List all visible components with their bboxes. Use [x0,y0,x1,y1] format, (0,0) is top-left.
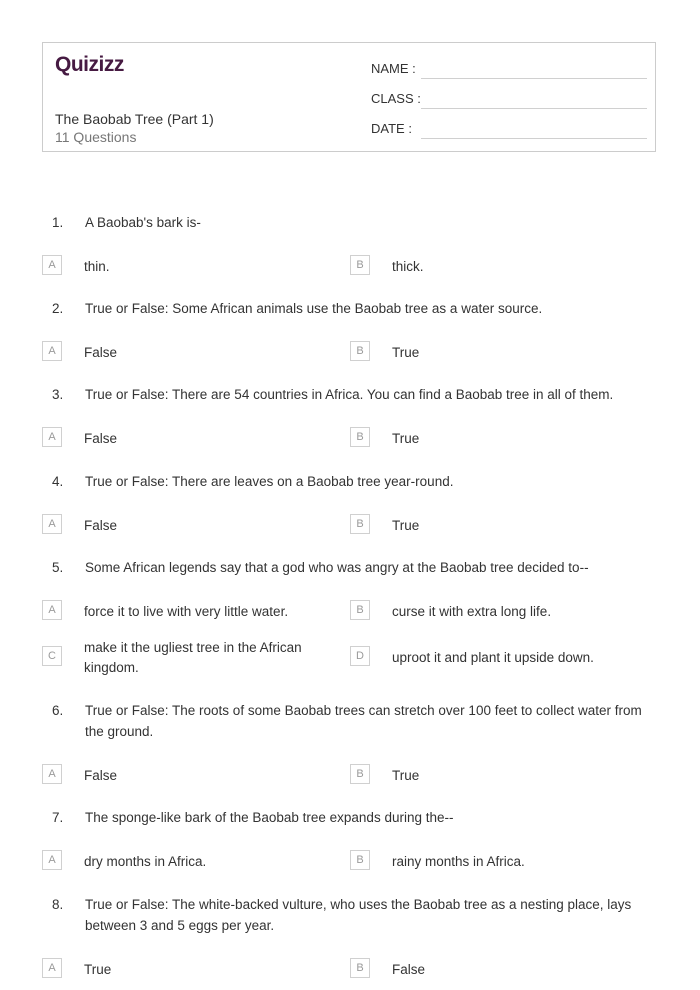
name-line [421,78,647,79]
option-letter-box: C [42,646,62,666]
question-text: A Baobab's bark is- [85,215,201,230]
option-text: thick. [392,259,424,274]
question-number: 4. [52,474,64,489]
option-text: make it the ugliest tree in the African kingdom. [84,640,302,675]
option-letter-box: B [350,514,370,534]
class-field[interactable] [371,89,647,109]
option-text: thin. [84,259,110,274]
option-letter-box: A [42,427,62,447]
option-letter-box: B [350,255,370,275]
name-label: NAME : [371,61,416,76]
option-letter-box: A [42,958,62,978]
class-line [421,108,647,109]
option-letter-box: A [42,341,62,361]
option-text: False [84,345,118,360]
option-text: True [392,431,420,446]
worksheet-header [42,42,656,152]
option-letter-box: B [350,427,370,447]
question-number: 2. [52,301,64,316]
question-text: True or False: The roots of some Baobab trees can stretch over 100 feet to collect water from the ground. [85,703,642,739]
option-letter-box: B [350,341,370,361]
option-text: True [84,962,112,977]
name-field[interactable] [371,59,647,79]
option-text: True [392,518,420,533]
option-text: False [84,431,118,446]
option-letter-box: A [42,255,62,275]
question-text: True or False: The white-backed vulture, who uses the Baobab tree as a nesting place, lays between 3 and 5 eggs per year. [85,897,632,933]
option-letter-box: B [350,764,370,784]
option-letter-box: B [350,850,370,870]
question-number: 6. [52,703,64,718]
question-text: Some African legends say that a god who was angry at the Baobab tree decided to-- [85,560,589,575]
question-text: True or False: Some African animals use the Baobab tree as a water source. [85,301,543,316]
option-letter-box: A [42,514,62,534]
option-letter-box: A [42,850,62,870]
date-field[interactable] [371,119,647,139]
option-text: dry months in Africa. [84,854,207,869]
worksheet-title: The Baobab Tree (Part 1) [55,111,214,127]
question-number: 8. [52,897,64,912]
date-label: DATE : [371,121,412,136]
question-text: The sponge-like bark of the Baobab tree expands during the-- [85,810,454,825]
class-label: CLASS : [371,91,421,106]
date-line [421,138,647,139]
option-text: True [392,345,420,360]
option-text: uproot it and plant it upside down. [392,650,594,665]
question-number: 5. [52,560,64,575]
option-letter-box: B [350,958,370,978]
option-letter-box: B [350,600,370,620]
option-text: curse it with extra long life. [392,604,552,619]
option-text: False [84,518,118,533]
option-letter-box: A [42,600,62,620]
option-letter-box: A [42,764,62,784]
option-letter-box: D [350,646,370,666]
question-text: True or False: There are 54 countries in Africa. You can find a Baobab tree in all of them. [85,387,614,402]
question-number: 1. [52,215,64,230]
question-number: 3. [52,387,64,402]
option-text: False [392,962,426,977]
question-count: 11 Questions [55,129,137,145]
option-text: rainy months in Africa. [392,854,525,869]
option-text: force it to live with very little water. [84,604,289,619]
question-text: True or False: There are leaves on a Baobab tree year-round. [85,474,454,489]
option-text: False [84,768,118,783]
question-number: 7. [52,810,64,825]
quizizz-logo: Quizizz [55,53,124,76]
option-text: True [392,768,420,783]
